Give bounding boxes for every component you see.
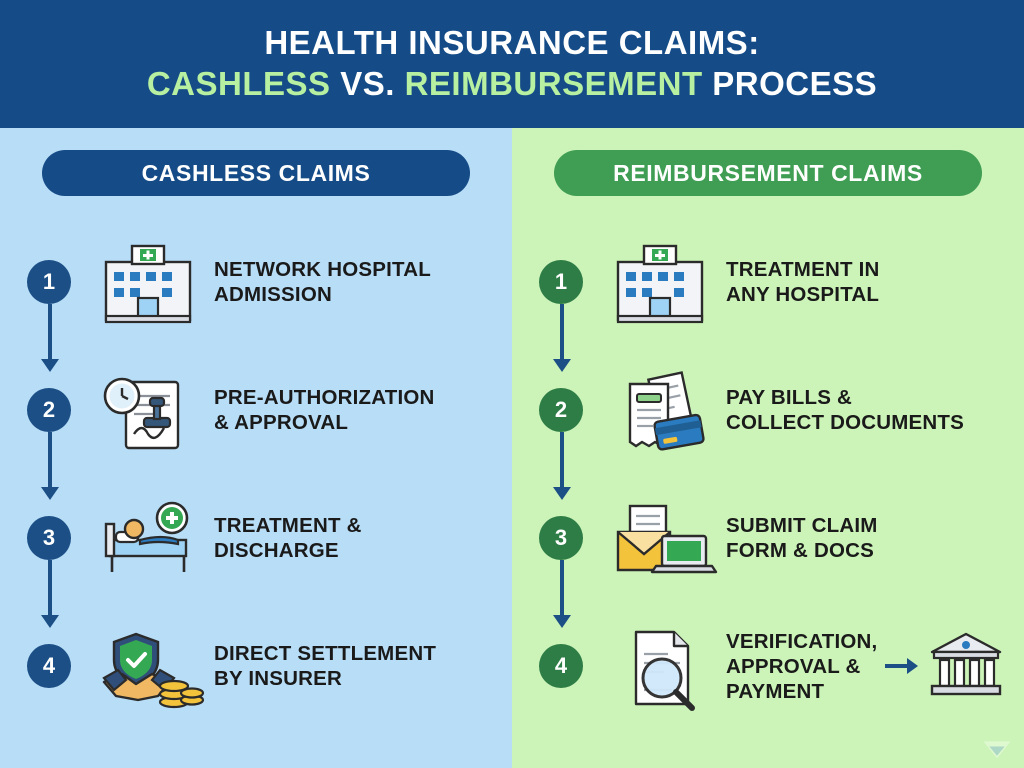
cashless-step-4-label xyxy=(214,641,496,691)
badge-wrapper xyxy=(528,516,594,560)
label-line: PAYMENT xyxy=(726,679,825,703)
document-magnifier-icon xyxy=(594,616,726,716)
arrow-head-icon xyxy=(553,359,571,372)
label-line: TREATMENT IN xyxy=(726,258,880,281)
label-line: TREATMENT & xyxy=(214,514,362,537)
label-line: ADMISSION xyxy=(214,283,332,306)
cashless-step-1-label xyxy=(214,257,496,307)
step-number-badge: 4 xyxy=(539,644,583,688)
header-highlight-cashless: CASHLESS xyxy=(146,65,331,102)
step-number-badge: 2 xyxy=(539,388,583,432)
watermark-logo xyxy=(980,736,1014,762)
cashless-step-2 xyxy=(16,346,496,474)
cashless-step-3-label xyxy=(214,513,496,563)
hospital-building-icon xyxy=(82,232,214,332)
badge-wrapper xyxy=(528,644,594,688)
badge-wrapper xyxy=(16,260,82,304)
reimbursement-column-title: REIMBURSEMENT CLAIMS xyxy=(554,150,982,196)
reimbursement-step-1 xyxy=(528,218,1008,346)
step-number-badge: 2 xyxy=(27,388,71,432)
cashless-column-title: CASHLESS CLAIMS xyxy=(42,150,470,196)
badge-wrapper xyxy=(16,516,82,560)
reimbursement-step-4 xyxy=(528,602,1008,730)
page-header xyxy=(0,0,1024,128)
label-line: BY INSURER xyxy=(214,667,343,690)
cashless-connector-3-4 xyxy=(48,560,52,616)
label-line: DIRECT SETTLEMENT xyxy=(214,642,437,665)
badge-wrapper xyxy=(16,644,82,688)
columns-container xyxy=(0,128,1024,768)
step-number-badge: 1 xyxy=(539,260,583,304)
arrow-head-icon xyxy=(41,615,59,628)
label-line: SUBMIT CLAIM xyxy=(726,514,878,537)
step-number-badge: 3 xyxy=(539,516,583,560)
arrow-head-icon xyxy=(41,487,59,500)
cashless-step-2-label xyxy=(214,385,496,435)
label-line: & APPROVAL xyxy=(214,411,349,434)
step-number-badge: 3 xyxy=(27,516,71,560)
reimbursement-step-3-label xyxy=(726,513,1008,563)
payment-arrow-and-bank xyxy=(881,626,1010,707)
patient-in-bed-icon xyxy=(82,488,214,588)
header-title-line-2 xyxy=(147,64,877,105)
reimbursement-connector-3-4 xyxy=(560,560,564,616)
label-line: PAY BILLS & xyxy=(726,386,852,409)
step-number-badge: 1 xyxy=(27,260,71,304)
handshake-shield-coins-icon xyxy=(82,616,214,716)
cashless-connector-2-3 xyxy=(48,432,52,488)
step-number-badge: 4 xyxy=(27,644,71,688)
cashless-steps xyxy=(16,218,496,730)
cashless-step-4 xyxy=(16,602,496,730)
cashless-step-1 xyxy=(16,218,496,346)
badge-wrapper xyxy=(528,388,594,432)
label-line: FORM & DOCS xyxy=(726,539,874,562)
header-process-text: PROCESS xyxy=(712,65,878,102)
label-line: ANY HOSPITAL xyxy=(726,283,880,306)
header-highlight-reimbursement: REIMBURSEMENT xyxy=(404,65,703,102)
reimbursement-step-2 xyxy=(528,346,1008,474)
arrow-head-icon xyxy=(41,359,59,372)
header-title-line-1: HEALTH INSURANCE CLAIMS: xyxy=(264,24,760,62)
reimbursement-steps xyxy=(528,218,1008,730)
cashless-column xyxy=(0,128,512,768)
reimbursement-connector-2-3 xyxy=(560,432,564,488)
reimbursement-step-1-label xyxy=(726,257,1008,307)
header-vs-text: VS. xyxy=(340,65,395,102)
cashless-step-3 xyxy=(16,474,496,602)
label-line: APPROVAL & xyxy=(726,654,861,678)
reimbursement-step-4-label xyxy=(726,629,877,704)
reimbursement-step-3 xyxy=(528,474,1008,602)
hospital-building-icon xyxy=(594,232,726,332)
reimbursement-connector-1-2 xyxy=(560,304,564,360)
envelope-laptop-icon xyxy=(594,488,726,588)
label-line: COLLECT DOCUMENTS xyxy=(726,411,964,434)
arrow-head-icon xyxy=(553,487,571,500)
bills-credit-card-icon xyxy=(594,360,726,460)
label-line: DISCHARGE xyxy=(214,539,339,562)
bank-building-icon xyxy=(922,626,1010,707)
reimbursement-step-2-label xyxy=(726,385,1008,435)
reimbursement-column xyxy=(512,128,1024,768)
label-line: VERIFICATION, xyxy=(726,629,878,653)
cashless-connector-1-2 xyxy=(48,304,52,360)
badge-wrapper xyxy=(16,388,82,432)
badge-wrapper xyxy=(528,260,594,304)
arrow-right-icon xyxy=(885,658,918,674)
arrow-head-icon xyxy=(553,615,571,628)
label-line: NETWORK HOSPITAL xyxy=(214,258,431,281)
label-line: PRE-AUTHORIZATION xyxy=(214,386,435,409)
document-clock-stamp-icon xyxy=(82,360,214,460)
